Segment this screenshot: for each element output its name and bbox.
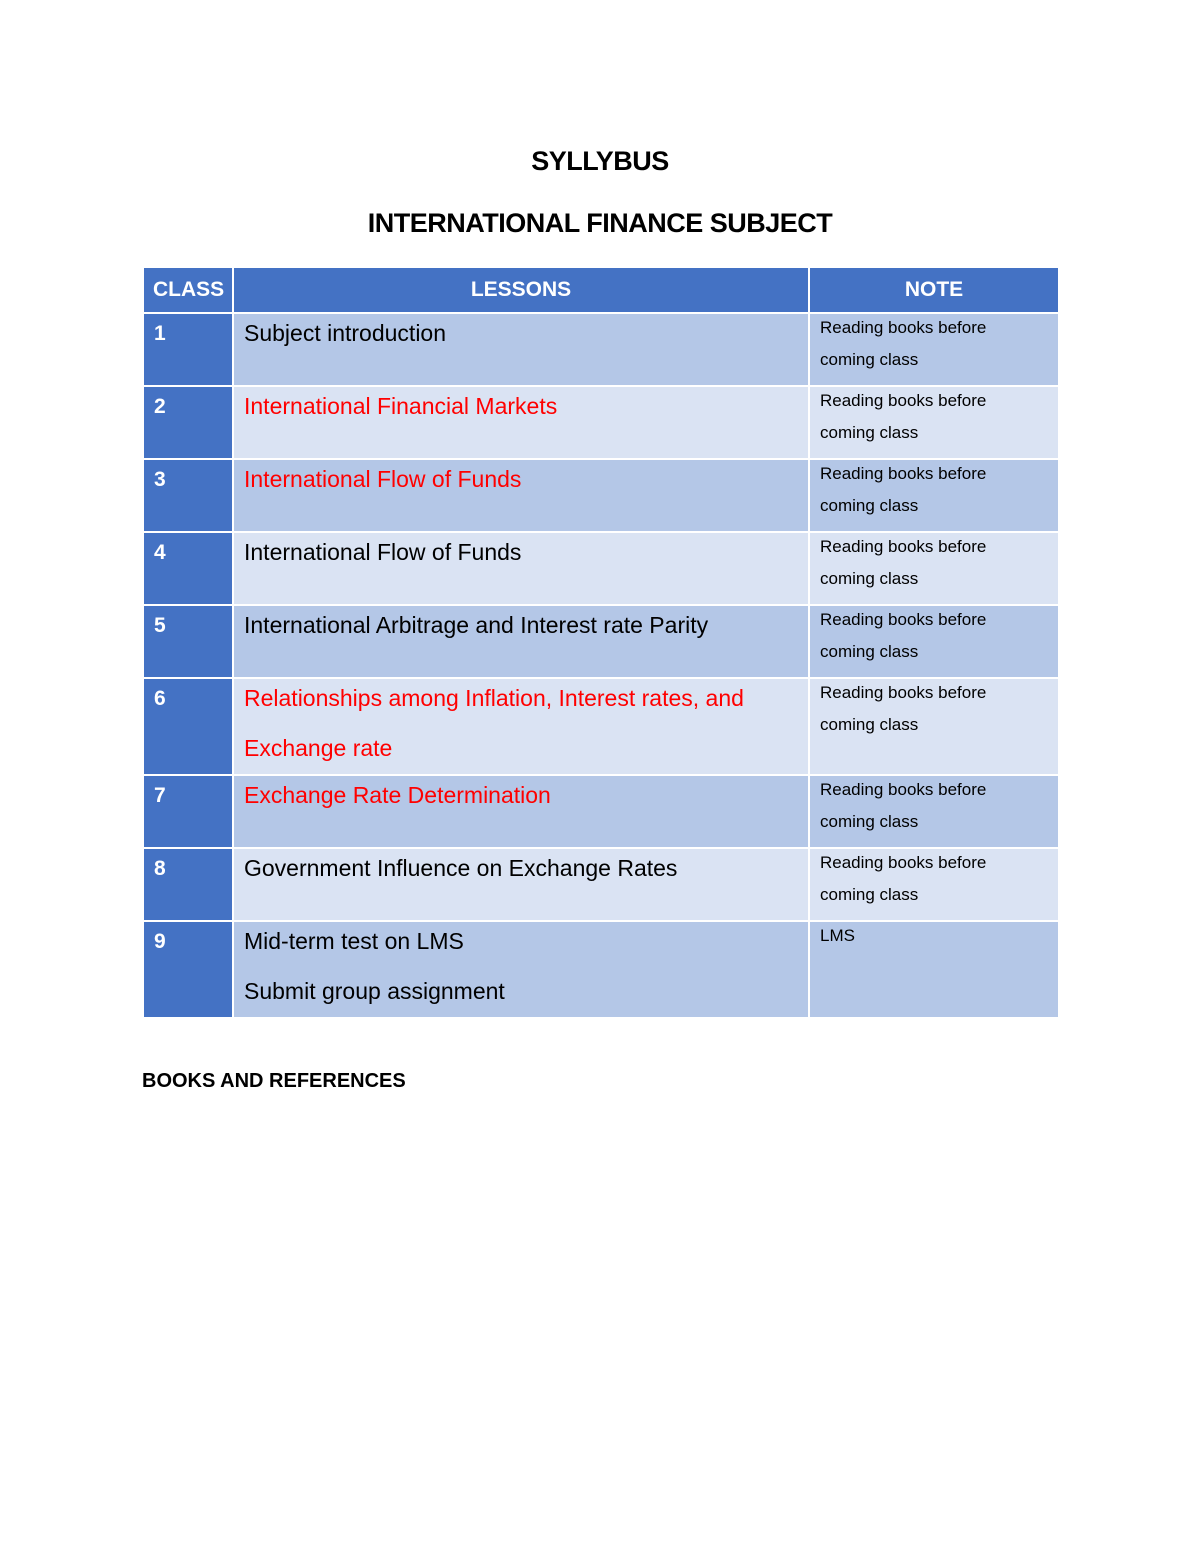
table-body — [143, 313, 1059, 1018]
lesson-cell — [233, 775, 809, 848]
class-number-cell: 3 — [143, 459, 233, 532]
table-row — [143, 532, 1059, 605]
table-row — [143, 313, 1059, 386]
class-number-cell: 6 — [143, 678, 233, 775]
column-header-class: CLASS — [143, 267, 233, 313]
class-number-cell: 1 — [143, 313, 233, 386]
lesson-text: International Financial Markets — [244, 393, 558, 419]
lesson-cell — [233, 605, 809, 678]
table-row — [143, 459, 1059, 532]
table-row — [143, 386, 1059, 459]
document-subtitle: INTERNATIONAL FINANCE SUBJECT — [367, 208, 833, 238]
note-cell — [809, 313, 1059, 386]
books-references-heading: BOOKS AND REFERENCES — [142, 1070, 406, 1092]
class-number-cell: 5 — [143, 605, 233, 678]
lesson-text: International Arbitrage and Interest rate Parity — [244, 612, 709, 638]
lesson-cell — [233, 459, 809, 532]
column-header-note: NOTE — [809, 267, 1059, 313]
lesson-text: Government Influence on Exchange Rates — [244, 855, 678, 881]
class-number-cell: 8 — [143, 848, 233, 921]
lesson-text: Mid-term test on LMS — [244, 928, 464, 954]
note-text: Reading books before — [820, 537, 987, 556]
class-number-cell: 4 — [143, 532, 233, 605]
lesson-cell — [233, 848, 809, 921]
syllabus-table — [142, 266, 1060, 1019]
note-text: coming class — [820, 812, 919, 831]
lesson-text: Relationships among Inflation, Interest rates, and — [244, 685, 744, 711]
lesson-text: Subject introduction — [244, 320, 447, 346]
note-text: Reading books before — [820, 610, 987, 629]
lesson-cell — [233, 386, 809, 459]
note-text: coming class — [820, 569, 919, 588]
lesson-cell — [233, 678, 809, 775]
note-text: Reading books before — [820, 318, 987, 337]
table-row — [143, 775, 1059, 848]
table-header-row — [143, 267, 1059, 313]
table-row — [143, 921, 1059, 1018]
note-text: coming class — [820, 642, 919, 661]
note-cell — [809, 386, 1059, 459]
column-header-lessons: LESSONS — [233, 267, 809, 313]
note-text: coming class — [820, 423, 919, 442]
note-cell — [809, 775, 1059, 848]
note-cell — [809, 605, 1059, 678]
note-text: Reading books before — [820, 780, 987, 799]
table-row — [143, 605, 1059, 678]
note-text: coming class — [820, 885, 919, 904]
note-text: LMS — [820, 926, 855, 945]
note-cell — [809, 921, 1059, 1018]
class-number-cell: 7 — [143, 775, 233, 848]
table-row — [143, 848, 1059, 921]
note-text: coming class — [820, 715, 919, 734]
note-text: Reading books before — [820, 853, 987, 872]
lesson-cell — [233, 921, 809, 1018]
lesson-text: International Flow of Funds — [244, 539, 522, 565]
lesson-cell — [233, 532, 809, 605]
note-text: coming class — [820, 496, 919, 515]
note-cell — [809, 532, 1059, 605]
lesson-text: Exchange rate — [244, 735, 393, 761]
note-text: Reading books before — [820, 683, 987, 702]
table-row — [143, 678, 1059, 775]
lesson-text: Submit group assignment — [244, 978, 505, 1004]
note-cell — [809, 848, 1059, 921]
note-text: coming class — [820, 350, 919, 369]
class-number-cell: 2 — [143, 386, 233, 459]
lesson-text: Exchange Rate Determination — [244, 782, 551, 808]
lesson-text: International Flow of Funds — [244, 466, 522, 492]
class-number-cell: 9 — [143, 921, 233, 1018]
document-title: SYLLYBUS — [531, 146, 669, 176]
note-text: Reading books before — [820, 464, 987, 483]
note-cell — [809, 678, 1059, 775]
note-cell — [809, 459, 1059, 532]
lesson-cell — [233, 313, 809, 386]
note-text: Reading books before — [820, 391, 987, 410]
